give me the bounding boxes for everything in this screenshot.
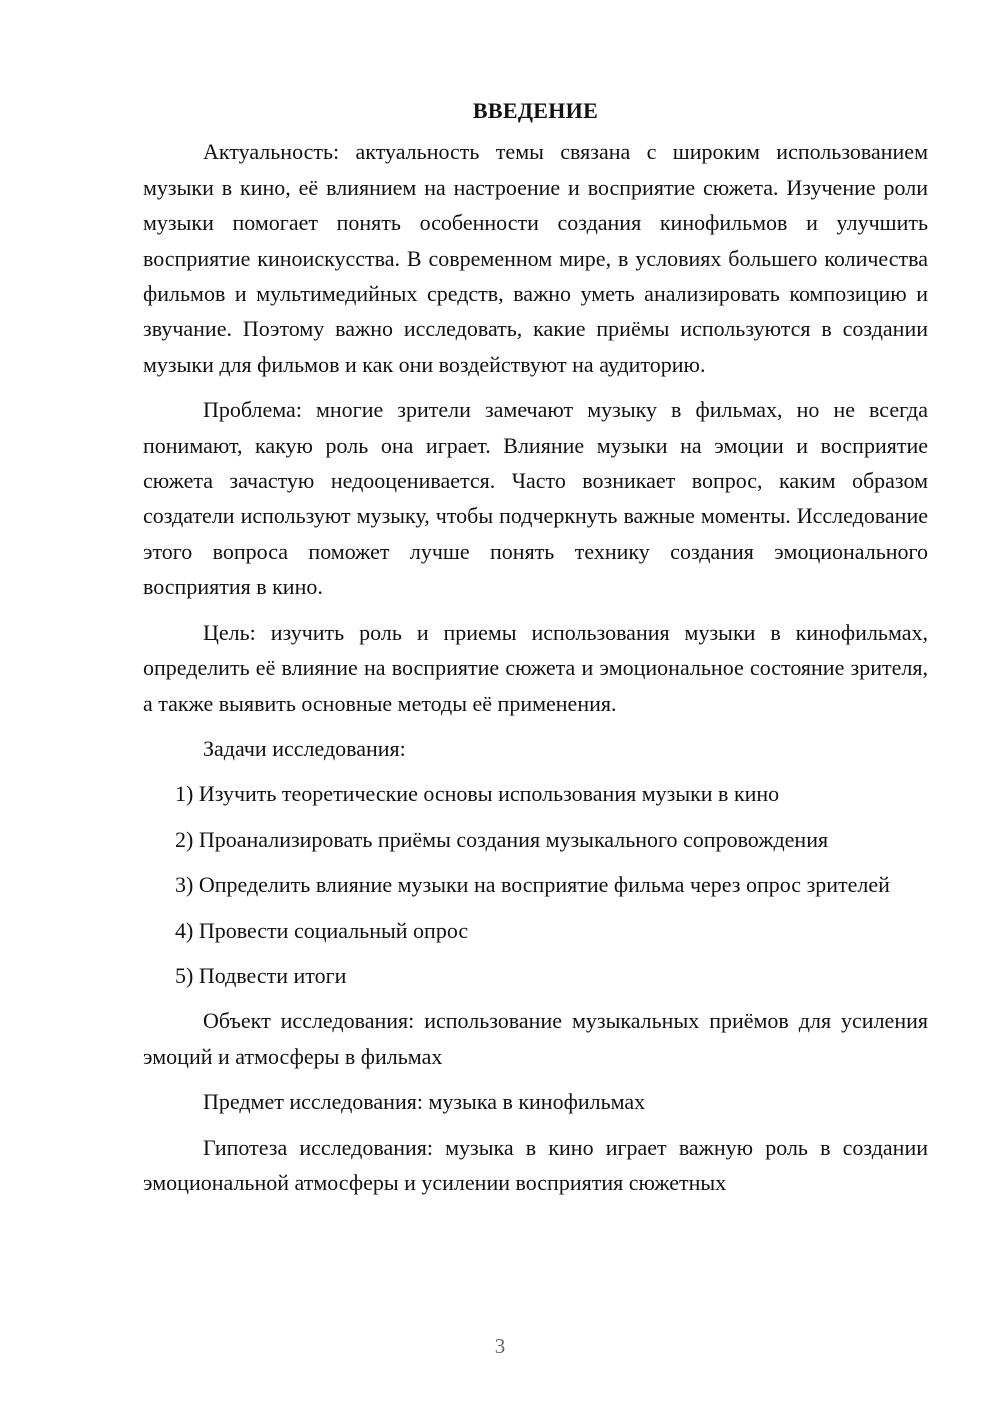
page-number: 3 bbox=[494, 1334, 506, 1358]
tasks-heading: Задачи исследования: bbox=[203, 735, 406, 761]
goal-paragraph: Цель: изучить роль и приемы использования музыки в кинофильмах, определить её влияние на восприятие сюжета и эмоциональное состояние зрителя, а также выявить основные методы её применения. bbox=[143, 619, 928, 716]
task-item-3: 3) Определить влияние музыки на восприятие фильма через опрос зрителей bbox=[175, 872, 890, 898]
page-body bbox=[143, 93, 928, 1210]
section-title: ВВЕДЕНИЕ bbox=[472, 98, 599, 123]
subject-paragraph: Предмет исследования: музыка в кинофильмах bbox=[203, 1089, 646, 1115]
task-item-5: 5) Подвести итоги bbox=[175, 962, 347, 988]
problem-paragraph: Проблема: многие зрители замечают музыку в фильмах, но не всегда понимают, какую роль она играет. Влияние музыки на эмоции и восприятие сюжета зачастую недооценивается. Часто возникает вопрос, каким образом создатели используют музыку, чтобы подчеркнуть важные моменты. Исследование этого вопроса поможет лучше понять технику создания эмоционального восприятия в кино. bbox=[143, 397, 928, 600]
task-item-2: 2) Проанализировать приёмы создания музыкального сопровождения bbox=[175, 826, 829, 852]
task-item-1: 1) Изучить теоретические основы использования музыки в кино bbox=[175, 781, 780, 807]
relevance-paragraph: Актуальность: актуальность темы связана с широким использованием музыки в кино, её влиянием на настроение и восприятие сюжета. Изучение роли музыки помогает понять особенности создания кинофильмов и улучшить восприятие киноискусства. В современном мире, в условиях большего количества фильмов и мультимедийных средств, важно уметь анализировать композицию и звучание. Поэтому важно исследовать, какие приёмы используются в создании музыки для фильмов и как они воздействуют на аудиторию. bbox=[143, 139, 928, 377]
object-paragraph: Объект исследования: использование музыкальных приёмов для усиления эмоций и атмосферы в фильмах bbox=[143, 1008, 928, 1069]
task-item-4: 4) Провести социальный опрос bbox=[175, 917, 469, 943]
hypothesis-paragraph: Гипотеза исследования: музыка в кино играет важную роль в создании эмоциональной атмосферы и усилении восприятия сюжетных bbox=[143, 1134, 928, 1195]
